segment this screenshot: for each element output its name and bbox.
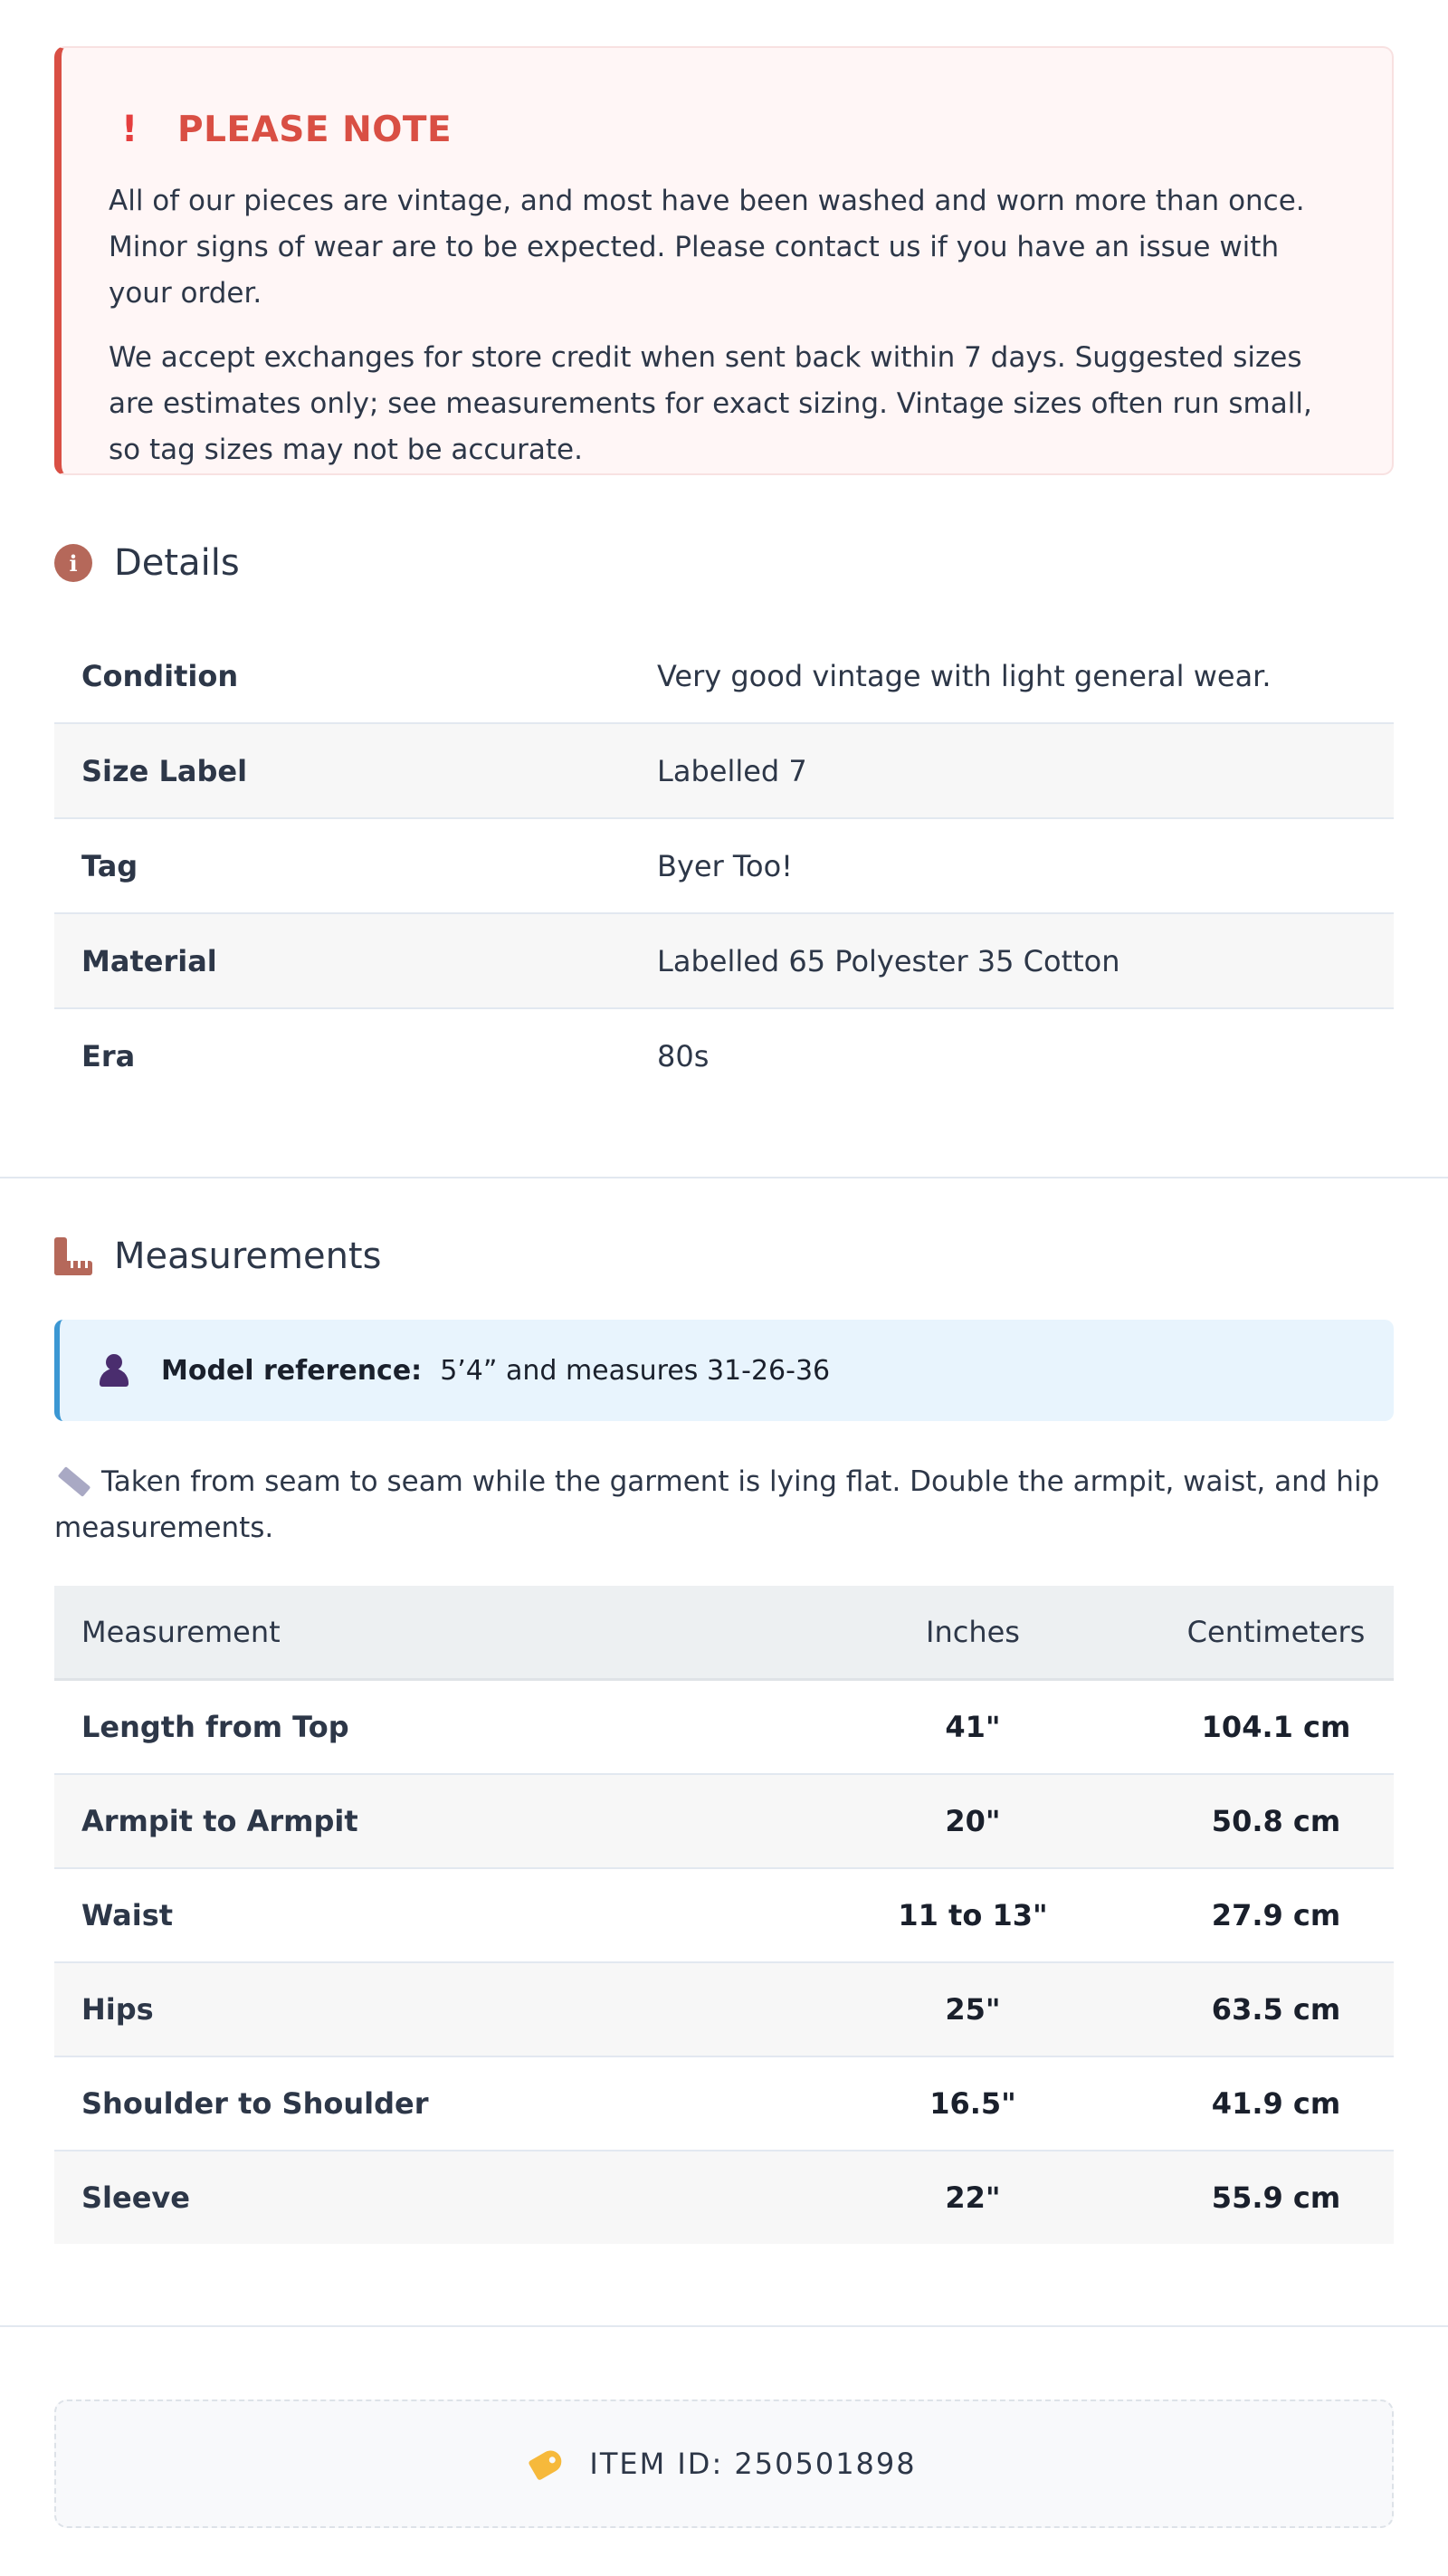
column-header: Centimeters <box>1158 1586 1394 1680</box>
table-row <box>54 629 1394 723</box>
detail-label: Condition <box>54 629 657 723</box>
measurement-inches: 11 to 13" <box>787 1868 1158 1962</box>
details-table-wrap <box>54 629 1394 1102</box>
measurement-name: Armpit to Armpit <box>54 1774 787 1868</box>
model-reference-label: Model reference: <box>161 1354 423 1387</box>
item-id-box <box>54 2399 1394 2528</box>
info-icon: i <box>54 544 92 582</box>
measurement-name: Waist <box>54 1868 787 1962</box>
measurement-cm: 104.1 cm <box>1158 1680 1394 1775</box>
section-divider <box>0 2325 1448 2327</box>
table-row <box>54 913 1394 1008</box>
straight-ruler-icon <box>58 1466 91 1497</box>
measurement-inches: 16.5" <box>787 2056 1158 2151</box>
table-row <box>54 1774 1394 1868</box>
details-heading <box>54 536 1394 590</box>
column-header: Measurement <box>54 1586 787 1680</box>
measurements-table-wrap <box>54 1586 1394 2244</box>
ruler-icon <box>54 1237 92 1275</box>
details-section <box>54 536 1394 590</box>
table-row <box>54 818 1394 913</box>
person-icon <box>96 1352 132 1388</box>
details-title: Details <box>114 542 240 584</box>
measurement-note <box>54 1459 1394 1551</box>
section-divider <box>0 1177 1448 1178</box>
measurement-cm: 63.5 cm <box>1158 1962 1394 2056</box>
notice-paragraph: All of our pieces are vintage, and most have been washed and worn more than once. Minor signs of wear are to be expected. Please contact us if you have an issue with your order. <box>109 185 1305 310</box>
exclamation-icon: ! <box>121 109 138 150</box>
measurement-name: Length from Top <box>54 1680 787 1775</box>
table-row <box>54 1008 1394 1102</box>
notice-box <box>54 46 1394 475</box>
column-header: Inches <box>787 1586 1158 1680</box>
measurement-inches: 25" <box>787 1962 1158 2056</box>
details-table <box>54 629 1394 1102</box>
detail-value: Byer Too! <box>657 818 1394 913</box>
measurement-cm: 27.9 cm <box>1158 1868 1394 1962</box>
detail-label: Size Label <box>54 723 657 818</box>
table-row <box>54 1962 1394 2056</box>
model-reference-value: 5’4” and measures 31-26-36 <box>440 1354 831 1387</box>
notice-title: PLEASE NOTE <box>177 109 452 150</box>
measurements-title: Measurements <box>114 1236 382 1277</box>
detail-value: Labelled 7 <box>657 723 1394 818</box>
item-id-label: ITEM ID: 250501898 <box>589 2447 917 2481</box>
measurements-table <box>54 1586 1394 2244</box>
table-row <box>54 1868 1394 1962</box>
measurement-cm: 41.9 cm <box>1158 2056 1394 2151</box>
table-header-row <box>54 1586 1394 1680</box>
notice-header <box>109 100 1350 158</box>
tag-icon <box>529 2447 566 2481</box>
measurement-cm: 55.9 cm <box>1158 2151 1394 2244</box>
table-row <box>54 2056 1394 2151</box>
measurement-inches: 22" <box>787 2151 1158 2244</box>
measurement-name: Shoulder to Shoulder <box>54 2056 787 2151</box>
table-row <box>54 723 1394 818</box>
detail-label: Tag <box>54 818 657 913</box>
measurement-name: Sleeve <box>54 2151 787 2244</box>
measurements-section <box>54 1229 1394 1283</box>
measurement-inches: 20" <box>787 1774 1158 1868</box>
detail-value: 80s <box>657 1038 710 1073</box>
detail-label: Era <box>81 1038 136 1073</box>
notice-paragraph: We accept exchanges for store credit when sent back within 7 days. Suggested sizes are estimates only; see measurements for exact sizing. Vintage sizes often run small, so tag sizes may not be accurate. <box>109 341 1312 466</box>
measurement-note-text: Taken from seam to seam while the garment is lying flat. Double the armpit, waist, and hip measurements. <box>54 1465 1380 1544</box>
model-reference-box <box>54 1320 1394 1421</box>
measurement-cm: 50.8 cm <box>1158 1774 1394 1868</box>
table-row <box>54 1680 1394 1775</box>
table-row <box>54 2151 1394 2244</box>
detail-value: Labelled 65 Polyester 35 Cotton <box>657 913 1394 1008</box>
detail-value: Very good vintage with light general wear. <box>657 629 1394 723</box>
measurement-name: Hips <box>54 1962 787 2056</box>
detail-label: Material <box>54 913 657 1008</box>
measurement-inches: 41" <box>787 1680 1158 1775</box>
measurements-heading <box>54 1229 1394 1283</box>
